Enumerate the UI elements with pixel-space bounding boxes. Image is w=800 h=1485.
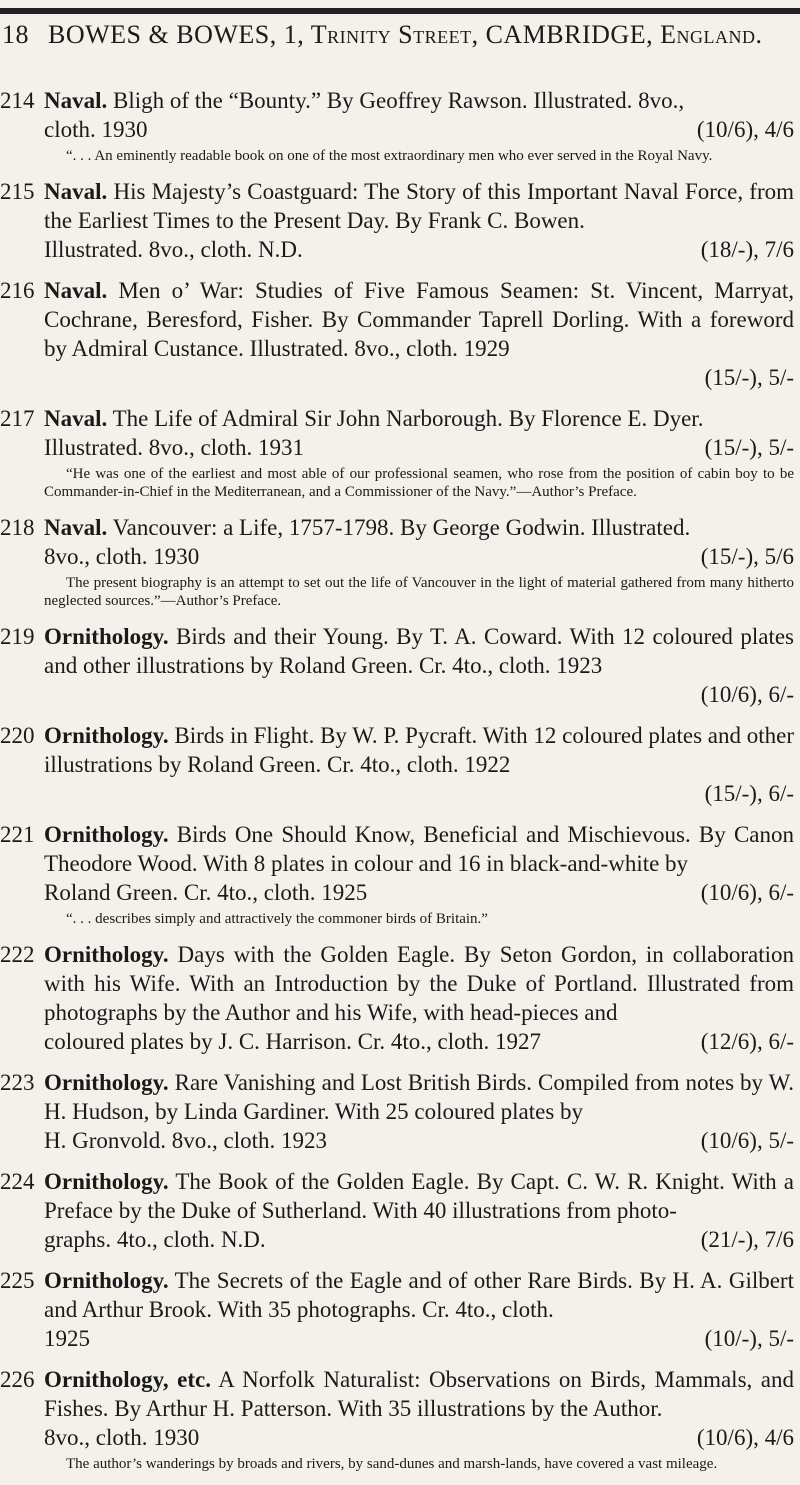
page-number: 18 bbox=[2, 20, 29, 49]
entry-description: The Life of Admiral Sir John Narborough. By Florence E. Dyer. bbox=[112, 406, 704, 431]
entry-number: 214 bbox=[0, 88, 35, 113]
entry-body bbox=[44, 513, 794, 542]
entry-price: (15/-), 5/- bbox=[704, 365, 794, 390]
catalogue-entry bbox=[0, 177, 800, 264]
entry-note: The author’s wanderings by broads and rivers, by sand-dunes and marsh-lands, have covered a vast mileage. bbox=[66, 1456, 718, 1472]
entry-body bbox=[44, 276, 794, 363]
entry-body bbox=[44, 721, 794, 779]
entry-category: Ornithology. bbox=[44, 1169, 169, 1194]
catalogue-entry bbox=[0, 622, 800, 709]
entry-category: Ornithology, etc. bbox=[44, 1367, 211, 1392]
entry-imprint-line bbox=[44, 1324, 794, 1353]
entry-imprint: Roland Green. Cr. 4to., cloth. 1925 bbox=[44, 880, 368, 905]
catalogue-entry bbox=[0, 721, 800, 808]
catalogue-entry bbox=[0, 513, 800, 610]
entry-number: 221 bbox=[0, 822, 35, 847]
entry-description: Birds in Flight. By W. P. Pycraft. With 12 coloured plates and other illustrations by Roland Green. Cr. 4to., cloth. 1922 bbox=[44, 723, 795, 777]
entry-imprint-line bbox=[44, 542, 794, 571]
entry-note: “. . . An eminently readable book on one of the most extraordinary men who ever served in the Royal Navy. bbox=[66, 148, 713, 164]
entry-body bbox=[44, 1068, 794, 1126]
entry-number: 222 bbox=[0, 942, 35, 967]
entry-imprint-line bbox=[44, 779, 794, 808]
entry-price: (21/-), 7/6 bbox=[700, 1227, 794, 1252]
entry-category: Ornithology. bbox=[44, 822, 169, 847]
entry-description: Bligh of the “Bounty.” By Geoffrey Rawson. Illustrated. 8vo., bbox=[113, 88, 685, 113]
entry-number: 226 bbox=[0, 1367, 35, 1392]
entry-number: 223 bbox=[0, 1070, 35, 1095]
entry-note: “He was one of the earliest and most able of our professional seamen, who rose from the position of cabin boy to be Commander-in-Chief in the Mediterranean, and a Commissioner of the Navy.”—Author’s Preface. bbox=[44, 466, 794, 500]
catalogue-entry bbox=[0, 1068, 800, 1155]
entry-imprint-line bbox=[44, 1027, 794, 1056]
entry-imprint: 8vo., cloth. 1930 bbox=[44, 1425, 200, 1450]
entry-category: Naval. bbox=[44, 179, 108, 204]
entry-number: 219 bbox=[0, 624, 35, 649]
catalogue-entry bbox=[0, 404, 800, 501]
entry-price: (15/-), 5/6 bbox=[700, 544, 794, 569]
entry-imprint: 1925 bbox=[44, 1326, 90, 1351]
entry-number: 215 bbox=[0, 179, 35, 204]
entry-imprint-line bbox=[44, 433, 794, 462]
entry-number: 225 bbox=[0, 1268, 35, 1293]
entry-imprint: coloured plates by J. C. Harrison. Cr. 4to., cloth. 1927 bbox=[44, 1029, 541, 1054]
entry-description: The Secrets of the Eagle and of other Rare Birds. By H. A. Gilbert and Arthur Brook. With 35 photographs. Cr. 4to., cloth. bbox=[44, 1268, 794, 1322]
entry-imprint: graphs. 4to., cloth. N.D. bbox=[44, 1227, 266, 1252]
entry-price: (10/6), 6/- bbox=[700, 880, 794, 905]
entry-category: Naval. bbox=[44, 278, 108, 303]
entry-body bbox=[44, 1266, 794, 1324]
header-rule bbox=[0, 8, 800, 14]
entry-imprint-line bbox=[44, 115, 794, 144]
entry-description: Birds and their Young. By T. A. Coward. With 12 coloured plates and other illustrations by Roland Green. Cr. 4to., cloth. 1923 bbox=[44, 624, 794, 678]
entry-category: Naval. bbox=[44, 406, 108, 431]
entry-price: (10/-), 5/- bbox=[704, 1326, 794, 1351]
entry-body bbox=[44, 1365, 794, 1423]
entry-price: (10/6), 6/- bbox=[700, 682, 794, 707]
entry-body bbox=[44, 820, 794, 878]
entry-price: (15/-), 5/- bbox=[704, 435, 794, 460]
entry-category: Ornithology. bbox=[44, 723, 169, 748]
entry-number: 216 bbox=[0, 278, 35, 303]
entry-category: Ornithology. bbox=[44, 1070, 169, 1095]
catalogue-entry bbox=[0, 276, 800, 392]
entry-note: The present biography is an attempt to set out the life of Vancouver in the light of material gathered from many hitherto neglected sources.”—Author’s Preface. bbox=[44, 575, 794, 609]
entry-body bbox=[44, 1167, 794, 1225]
entry-category: Naval. bbox=[44, 515, 108, 540]
entry-imprint-line bbox=[44, 235, 794, 264]
entry-description: Vancouver: a Life, 1757-1798. By George Godwin. Illustrated. bbox=[112, 515, 691, 540]
entry-category: Ornithology. bbox=[44, 1268, 169, 1293]
entry-imprint-line bbox=[44, 1423, 794, 1452]
entry-category: Naval. bbox=[44, 88, 108, 113]
catalogue-entry bbox=[0, 1266, 800, 1353]
entry-price: (10/6), 5/- bbox=[700, 1128, 794, 1153]
entry-number: 218 bbox=[0, 515, 35, 540]
catalogue-entry bbox=[0, 1365, 800, 1473]
entry-body bbox=[44, 940, 794, 1027]
entry-body bbox=[44, 404, 794, 433]
entry-imprint-line bbox=[44, 1126, 794, 1155]
entry-price: (10/6), 4/6 bbox=[696, 117, 794, 142]
entry-price: (12/6), 6/- bbox=[700, 1029, 794, 1054]
entry-category: Ornithology. bbox=[44, 942, 169, 967]
entry-description: Men o’ War: Studies of Five Famous Seamen: St. Vincent, Marryat, Cochrane, Beresford, Fisher. By Commander Taprell Dorling. With a foreword by Admiral Custance. Illustrated. 8vo., cloth. 1929 bbox=[44, 278, 794, 361]
entry-body bbox=[44, 622, 794, 680]
entry-price: (10/6), 4/6 bbox=[696, 1425, 794, 1450]
entry-body bbox=[44, 177, 794, 235]
entry-description: Days with the Golden Eagle. By Seton Gordon, in collaboration with his Wife. With an Introduction by the Duke of Portland. Illustrated from photographs by the Author and his Wife, with head-pieces and bbox=[44, 942, 795, 1025]
entry-imprint: Illustrated. 8vo., cloth. 1931 bbox=[44, 435, 304, 460]
entry-imprint-line bbox=[44, 680, 794, 709]
entry-imprint: cloth. 1930 bbox=[44, 117, 148, 142]
catalogue-entry bbox=[0, 820, 800, 928]
entry-number: 224 bbox=[0, 1169, 35, 1194]
entry-price: (18/-), 7/6 bbox=[700, 237, 794, 262]
entry-imprint: Illustrated. 8vo., cloth. N.D. bbox=[44, 237, 303, 262]
entry-note: “. . . describes simply and attractively the commoner birds of Britain.” bbox=[66, 911, 488, 927]
entry-description: The Book of the Golden Eagle. By Capt. C. W. R. Knight. With a Preface by the Duke of Sutherland. With 40 illustrations from photo- bbox=[44, 1169, 794, 1223]
entry-number: 217 bbox=[0, 406, 35, 431]
entry-description: A Norfolk Naturalist: Observations on Birds, Mammals, and Fishes. By Arthur H. Patterson. With 35 illustrations by the Author. bbox=[44, 1367, 795, 1421]
entry-number: 220 bbox=[0, 723, 35, 748]
entry-imprint: H. Gronvold. 8vo., cloth. 1923 bbox=[44, 1128, 328, 1153]
entry-description: Birds One Should Know, Beneficial and Mischievous. By Canon Theodore Wood. With 8 plates in colour and 16 in black-and-white by bbox=[44, 822, 794, 876]
entry-description: Rare Vanishing and Lost British Birds. Compiled from notes by W. H. Hudson, by Linda Gardiner. With 25 coloured plates by bbox=[44, 1070, 794, 1124]
entry-category: Ornithology. bbox=[44, 624, 169, 649]
entry-imprint: 8vo., cloth. 1930 bbox=[44, 544, 200, 569]
catalogue-entries bbox=[0, 86, 800, 1485]
entry-imprint-line bbox=[44, 878, 794, 907]
entry-description: His Majesty’s Coastguard: The Story of this Important Naval Force, from the Earliest Times to the Present Day. By Frank C. Bowen. bbox=[44, 179, 794, 233]
entry-imprint-line bbox=[44, 363, 794, 392]
running-title: BOWES & BOWES, 1, Trinity Street, CAMBRIDGE, England. bbox=[48, 20, 763, 49]
catalogue-entry bbox=[0, 940, 800, 1056]
page-header bbox=[0, 20, 800, 60]
entry-price: (15/-), 6/- bbox=[704, 781, 794, 806]
catalogue-entry bbox=[0, 1167, 800, 1254]
entry-body bbox=[44, 86, 794, 115]
entry-imprint-line bbox=[44, 1225, 794, 1254]
catalogue-entry bbox=[0, 86, 800, 165]
